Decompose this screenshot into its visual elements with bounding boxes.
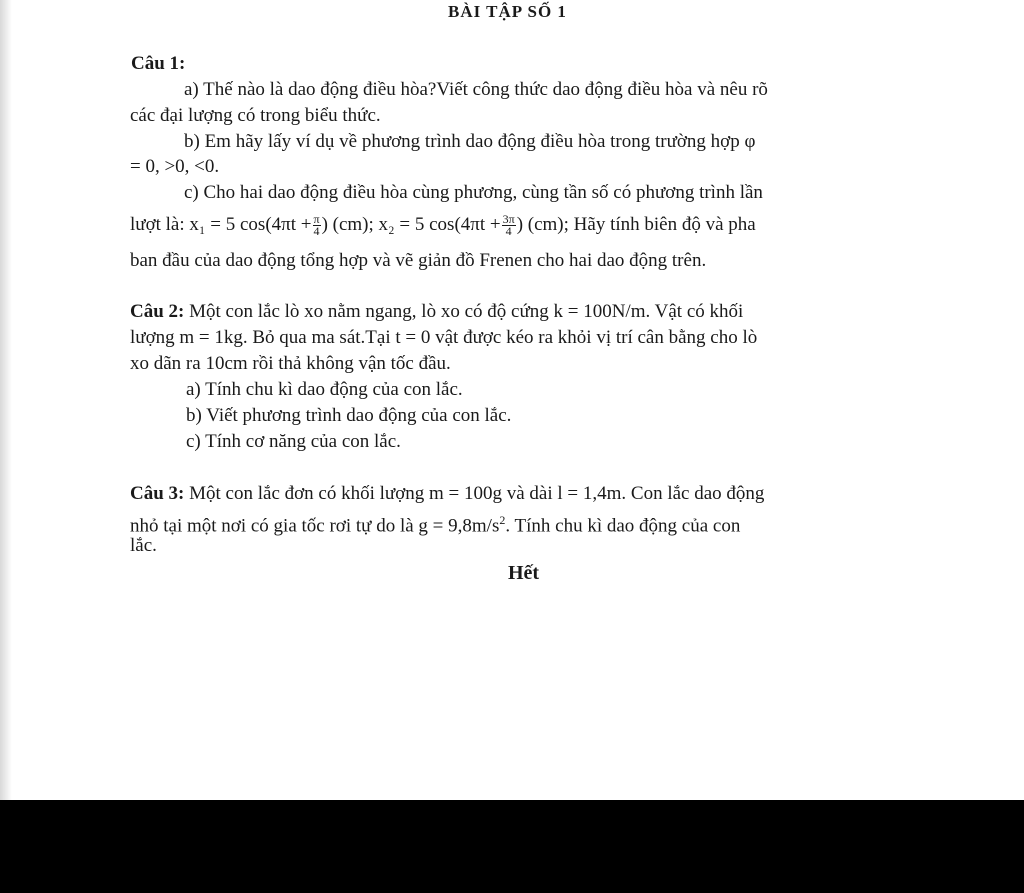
- q3-label: Câu 3:: [130, 483, 185, 504]
- q1-c-line2: [130, 214, 756, 237]
- equation-x2: ) (cm); x₂ = 5 cos(4πt +: [321, 214, 501, 235]
- q3-exponent: 2: [499, 513, 506, 527]
- document-title: BÀI TẬP SỐ 1: [448, 2, 567, 21]
- q2-c: c) Tính cơ năng của con lắc.: [186, 431, 401, 452]
- q2-line1-text: Một con lắc lò xo nằm ngang, lò xo có độ cứng k = 100N/m. Vật có khối: [184, 301, 744, 322]
- q1-c-suffix: ) (cm); Hãy tính biên độ và pha: [516, 214, 756, 235]
- q3-line2-post: . Tính chu kì dao động của con: [505, 515, 741, 537]
- q1-b-line2: = 0, >0, <0.: [130, 156, 220, 177]
- q2-a: a) Tính chu kì dao động của con lắc.: [186, 379, 463, 400]
- q2-b: b) Viết phương trình dao động của con lắc.: [186, 405, 512, 426]
- q3-line1: [130, 483, 764, 505]
- page-edge-shadow: [0, 0, 12, 800]
- fraction-denominator: 4: [313, 224, 320, 239]
- bottom-black-bar: [0, 800, 1024, 893]
- q3-line2-pre: nhỏ tại một nơi có gia tốc rơi tự do là g = 9,8m/s: [130, 515, 500, 537]
- fraction-numerator: π: [313, 212, 320, 227]
- q1-a-line2: các đại lượng có trong biểu thức.: [130, 105, 381, 126]
- equation-x1: x₁ = 5 cos(4πt +: [189, 214, 312, 235]
- q1-a-line1: a) Thế nào là dao động điều hòa?Viết công thức dao động điều hòa và nêu rõ: [184, 79, 768, 100]
- q3-line3: lắc.: [130, 535, 157, 556]
- q1-b-line1: b) Em hãy lấy ví dụ về phương trình dao động điều hòa trong trường hợp φ: [184, 131, 756, 152]
- end-marker: Hết: [508, 562, 540, 584]
- q2-line2: lượng m = 1kg. Bỏ qua ma sát.Tại t = 0 vật được kéo ra khỏi vị trí cân bằng cho lò: [130, 327, 758, 348]
- q1-c-line3: ban đầu của dao động tổng hợp và vẽ giản đồ Frenen cho hai dao động trên.: [130, 250, 707, 271]
- fraction-pi-over-4: [313, 214, 321, 237]
- fraction-denominator: 4: [505, 224, 512, 239]
- q3-line2: [130, 509, 740, 537]
- q1-c-prefix: lượt là:: [130, 214, 190, 235]
- q2-line3: xo dãn ra 10cm rồi thả không vận tốc đầu.: [130, 353, 451, 374]
- q1-label: Câu 1:: [131, 53, 186, 74]
- fraction-3pi-over-4: [502, 214, 516, 237]
- q2-line1: [130, 301, 743, 323]
- q3-line1-text: Một con lắc đơn có khối lượng m = 100g và dài l = 1,4m. Con lắc dao động: [184, 483, 765, 504]
- fraction-numerator: 3π: [502, 212, 515, 227]
- q2-label: Câu 2:: [130, 301, 185, 322]
- q1-c-line1: c) Cho hai dao động điều hòa cùng phương, cùng tần số có phương trình lần: [184, 182, 763, 203]
